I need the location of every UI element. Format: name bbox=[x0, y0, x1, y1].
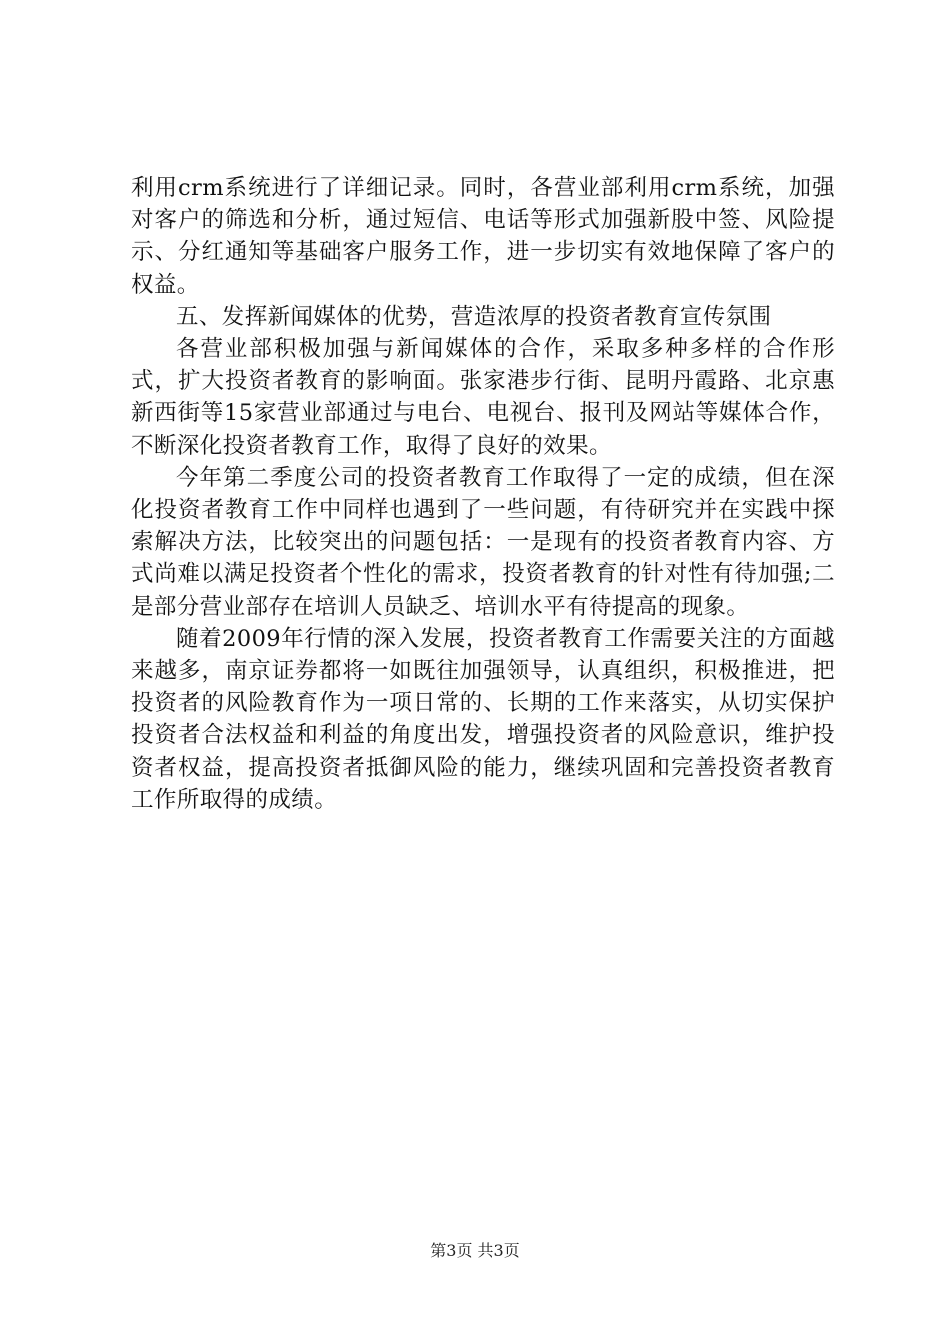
paragraph-media-cooperation: 各营业部积极加强与新闻媒体的合作，采取多种多样的合作形式，扩大投资者教育的影响面。张家港步行街、昆明丹霞路、北京惠新西街等15家营业部通过与电台、电视台、报刊及网站等媒体合作，不断深化投资者教育工作，取得了良好的效果。 bbox=[131, 336, 835, 459]
paragraph-crm-records: 利用crm系统进行了详细记录。同时，各营业部利用crm系统，加强对客户的筛选和分析，通过短信、电话等形式加强新股中签、风险提示、分红通知等基础客户服务工作，进一步切实有效地保障了客户的权益。 bbox=[131, 175, 835, 298]
page-number-footer: 第3页 共3页 bbox=[430, 1241, 520, 1260]
paragraph-outlook: 随着2009年行情的深入发展，投资者教育工作需要关注的方面越来越多，南京证券都将一如既往加强领导，认真组织，积极推进，把投资者的风险教育作为一项日常的、长期的工作来落实，从切实保护投资者合法权益和利益的角度出发，增强投资者的风险意识，维护投资者权益，提高投资者抵御风险的能力，继续巩固和完善投资者教育工作所取得的成绩。 bbox=[131, 625, 835, 813]
section-heading-media: 五、发挥新闻媒体的优势，营造浓厚的投资者教育宣传氛围 bbox=[176, 303, 772, 330]
document-body bbox=[131, 172, 835, 816]
paragraph-problems: 今年第二季度公司的投资者教育工作取得了一定的成绩，但在深化投资者教育工作中同样也遇到了一些问题，有待研究并在实践中探索解决方法，比较突出的问题包括：一是现有的投资者教育内容、方式尚难以满足投资者个性化的需求，投资者教育的针对性有待加强;二是部分营业部存在培训人员缺乏、培训水平有待提高的现象。 bbox=[131, 464, 835, 620]
